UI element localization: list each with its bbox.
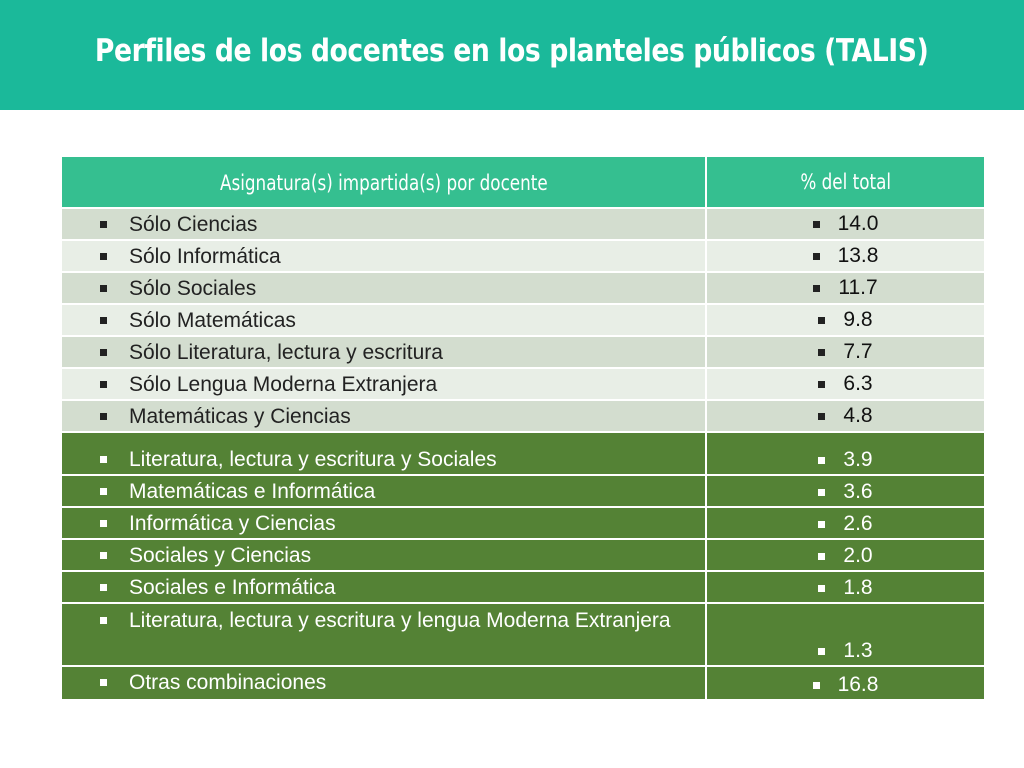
bullet-icon <box>813 285 820 292</box>
row-value: 6.3 <box>843 372 873 395</box>
bullet-icon <box>813 682 820 689</box>
bullet-icon <box>813 221 820 228</box>
row-label: Sólo Lengua Moderna Extranjera <box>129 373 438 396</box>
row-value: 4.8 <box>843 404 873 427</box>
table-row <box>62 337 984 369</box>
bullet-icon <box>818 585 825 592</box>
header-subject: Asignatura(s) impartida(s) por docente <box>62 157 707 207</box>
row-label: Sólo Sociales <box>129 277 257 300</box>
table-row <box>62 604 984 667</box>
bullet-icon <box>818 521 825 528</box>
table-header <box>62 157 984 209</box>
row-label: Literatura, lectura y escritura y Sociales <box>129 448 497 471</box>
row-value: 1.8 <box>843 576 873 599</box>
title-bar <box>0 0 1024 110</box>
bullet-icon <box>818 489 825 496</box>
row-label: Otras combinaciones <box>129 671 327 694</box>
bullet-icon <box>100 413 107 420</box>
table-row <box>62 401 984 433</box>
row-label: Matemáticas e Informática <box>129 480 376 503</box>
bullet-icon <box>100 349 107 356</box>
row-label: Matemáticas y Ciencias <box>129 405 351 428</box>
row-label: Literatura, lectura y escritura y lengua Moderna Extranjera <box>129 609 671 632</box>
table-row <box>62 667 984 699</box>
bullet-icon <box>818 317 825 324</box>
table-row <box>62 476 984 508</box>
row-label: Sólo Matemáticas <box>129 309 296 332</box>
bullet-icon <box>100 456 107 463</box>
table-row <box>62 540 984 572</box>
row-value: 7.7 <box>843 340 873 363</box>
bullet-icon <box>100 253 107 260</box>
row-label: Sólo Literatura, lectura y escritura <box>129 341 443 364</box>
row-value: 3.9 <box>843 448 873 471</box>
bullet-icon <box>100 584 107 591</box>
table-row <box>62 209 984 241</box>
table-row <box>62 433 984 476</box>
row-value: 3.6 <box>843 480 873 503</box>
bullet-icon <box>100 520 107 527</box>
row-label: Sociales e Informática <box>129 576 336 599</box>
bullet-icon <box>818 381 825 388</box>
row-value: 13.8 <box>837 244 879 267</box>
row-value: 9.8 <box>843 308 873 331</box>
bullet-icon <box>100 317 107 324</box>
header-percent: % del total <box>800 170 891 194</box>
subjects-table <box>62 157 984 699</box>
bullet-icon <box>100 488 107 495</box>
row-label: Sociales y Ciencias <box>129 544 312 567</box>
row-value: 2.6 <box>843 512 873 535</box>
bullet-icon <box>100 285 107 292</box>
bullet-icon <box>818 457 825 464</box>
row-value: 11.7 <box>838 276 878 299</box>
table-row <box>62 273 984 305</box>
bullet-icon <box>100 617 107 624</box>
table-row <box>62 305 984 337</box>
row-value: 2.0 <box>843 544 873 567</box>
page-title: Perfiles de los docentes en los planteles públicos (TALIS) <box>95 33 929 69</box>
bullet-icon <box>818 648 825 655</box>
bullet-icon <box>100 552 107 559</box>
bullet-icon <box>818 349 825 356</box>
row-value: 14.0 <box>837 212 879 235</box>
table-row <box>62 508 984 540</box>
row-value: 1.3 <box>843 639 873 662</box>
row-label: Informática y Ciencias <box>129 512 336 535</box>
row-value: 16.8 <box>837 673 879 696</box>
row-label: Sólo Informática <box>129 245 281 268</box>
table-row <box>62 369 984 401</box>
bullet-icon <box>813 253 820 260</box>
bullet-icon <box>818 553 825 560</box>
row-label: Sólo Ciencias <box>129 213 258 236</box>
bullet-icon <box>100 221 107 228</box>
table-row <box>62 241 984 273</box>
bullet-icon <box>100 381 107 388</box>
table-row <box>62 572 984 604</box>
bullet-icon <box>818 413 825 420</box>
bullet-icon <box>100 679 107 686</box>
